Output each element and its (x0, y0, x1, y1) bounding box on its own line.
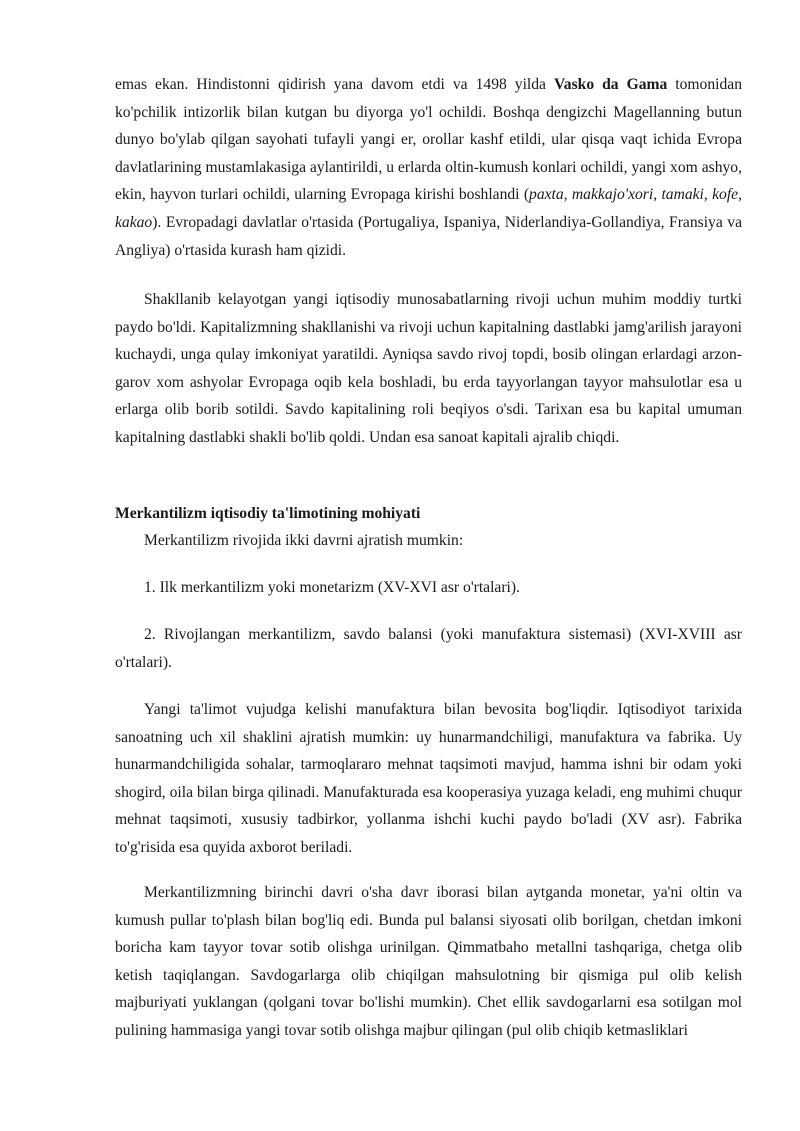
section-heading: Merkantilizm iqtisodiy ta'limotining mohiyati (115, 505, 421, 522)
comma: , (653, 186, 662, 204)
italic-term: tamaki (661, 186, 704, 204)
italic-term: kakao (115, 213, 153, 231)
paragraph-two-periods: Merkantilizm rivojida ikki davrni ajratish mumkin: (144, 532, 464, 549)
paragraph-vasko-da-gama (115, 71, 742, 264)
comma: , (738, 186, 743, 204)
italic-term: paxta (529, 186, 564, 204)
paragraph-text: tomonidan ko'pchilik intizorlik bilan kutgan bu diyorga yo'l ochildi. Boshqa dengizchi Magellanning butun dunyo bo'ylab qilgan sayohati tufayli yangi er, orollar kashf etildi, ular qisqa vaqt ichida Evropa davlatlarining mustamlakasiga aylantirildi, u erlarda oltin-kumush konlari ochildi, yangi xom ashyo, ekin, hayvon turlari ochildi, ularning Evropaga kirishi boshlandi ( (115, 76, 742, 204)
list-item-developed-mercantilism: 2. Rivojlangan merkantilizm, savdo balansi (yoki manufaktura sistemasi) (XVI-XVIII asr o'rtalari). (115, 626, 742, 671)
italic-term: kofe (712, 186, 739, 204)
comma: , (563, 186, 572, 204)
list-item-early-mercantilism: 1. Ilk merkantilizm yoki monetarizm (XV-XVI asr o'rtalari). (144, 579, 520, 596)
paragraph-text: emas ekan. Hindistonni qidirish yana davom etdi va 1498 yilda (115, 76, 554, 93)
paragraph-manufacture: Yangi ta'limot vujudga kelishi manufaktura bilan bevosita bog'liqdir. Iqtisodiyot tarixida sanoatning uch xil shaklini ajratish mumkin: uy hunarmandchiligi, manufaktura va fabrika. Uy hunarmandchiligida sohalar, tarmoqlararo mehnat taqsimoti mavjud, hamma ishni bir odam yoki shogird, oila bilan birga qilinadi. Manufakturada esa kooperasiya yuzaga keladi, eng muhimi chuqur mehnat taqsimoti, xususiy tadbirkor, yollanma ishchi kuchi paydo bo'ladi (XV asr). Fabrika to'g'risida esa quyida axborot beriladi. (115, 701, 742, 856)
bold-name: Vasko da Gama (553, 76, 668, 93)
comma: , (703, 186, 713, 204)
italic-term: makkajo'xori (571, 186, 654, 204)
paragraph-text: ). Evropadagi davlatlar o'rtasida (Portugaliya, Ispaniya, Niderlandiya-Gollandiya, Fransiya va Angliya) o'rtasida kurash ham qizidi. (115, 213, 742, 259)
paragraph-capital: Shakllanib kelayotgan yangi iqtisodiy munosabatlarning rivoji uchun muhim moddiy turtki paydo bo'ldi. Kapitalizmning shakllanishi va rivoji uchun kapitalning dastlabki jamg'arilish jarayoni kuchaydi, unga qulay imkoniyat yaratildi. Ayniqsa savdo rivoj topdi, bosib olingan erlardagi arzon-garov xom ashyolar Evropaga oqib kela boshladi, bu erda tayyorlangan tayyor mahsulotlar esa u erlarga olib borib sotildi. Savdo kapitalining roli beqiyos o'sdi. Tarixan esa bu kapital umuman kapitalning dastlabki shakli bo'lib qoldi. Undan esa sanoat kapitali ajralib chiqdi. (115, 291, 742, 446)
paragraph-monetary-period: Merkantilizmning birinchi davri o'sha davr iborasi bilan aytganda monetar, ya'ni oltin va kumush pullar to'plash bilan bog'liq edi. Bunda pul balansi siyosati olib borilgan, chetdan imkoni boricha kam tayyor tovar sotib olishga urinilgan. Qimmatbaho metallni tashqariga, chetga olib ketish taqiqlangan. Savdogarlarga olib chiqilgan mahsulotning bir qismiga pul olib kelish majburiyati yuklangan (qolgani tovar bo'lishi mumkin). Chet ellik savdogarlarni esa sotilgan mol pulining hammasiga yangi tovar sotib olishga majbur qilingan (pul olib chiqib ketmasliklari (115, 884, 742, 1039)
